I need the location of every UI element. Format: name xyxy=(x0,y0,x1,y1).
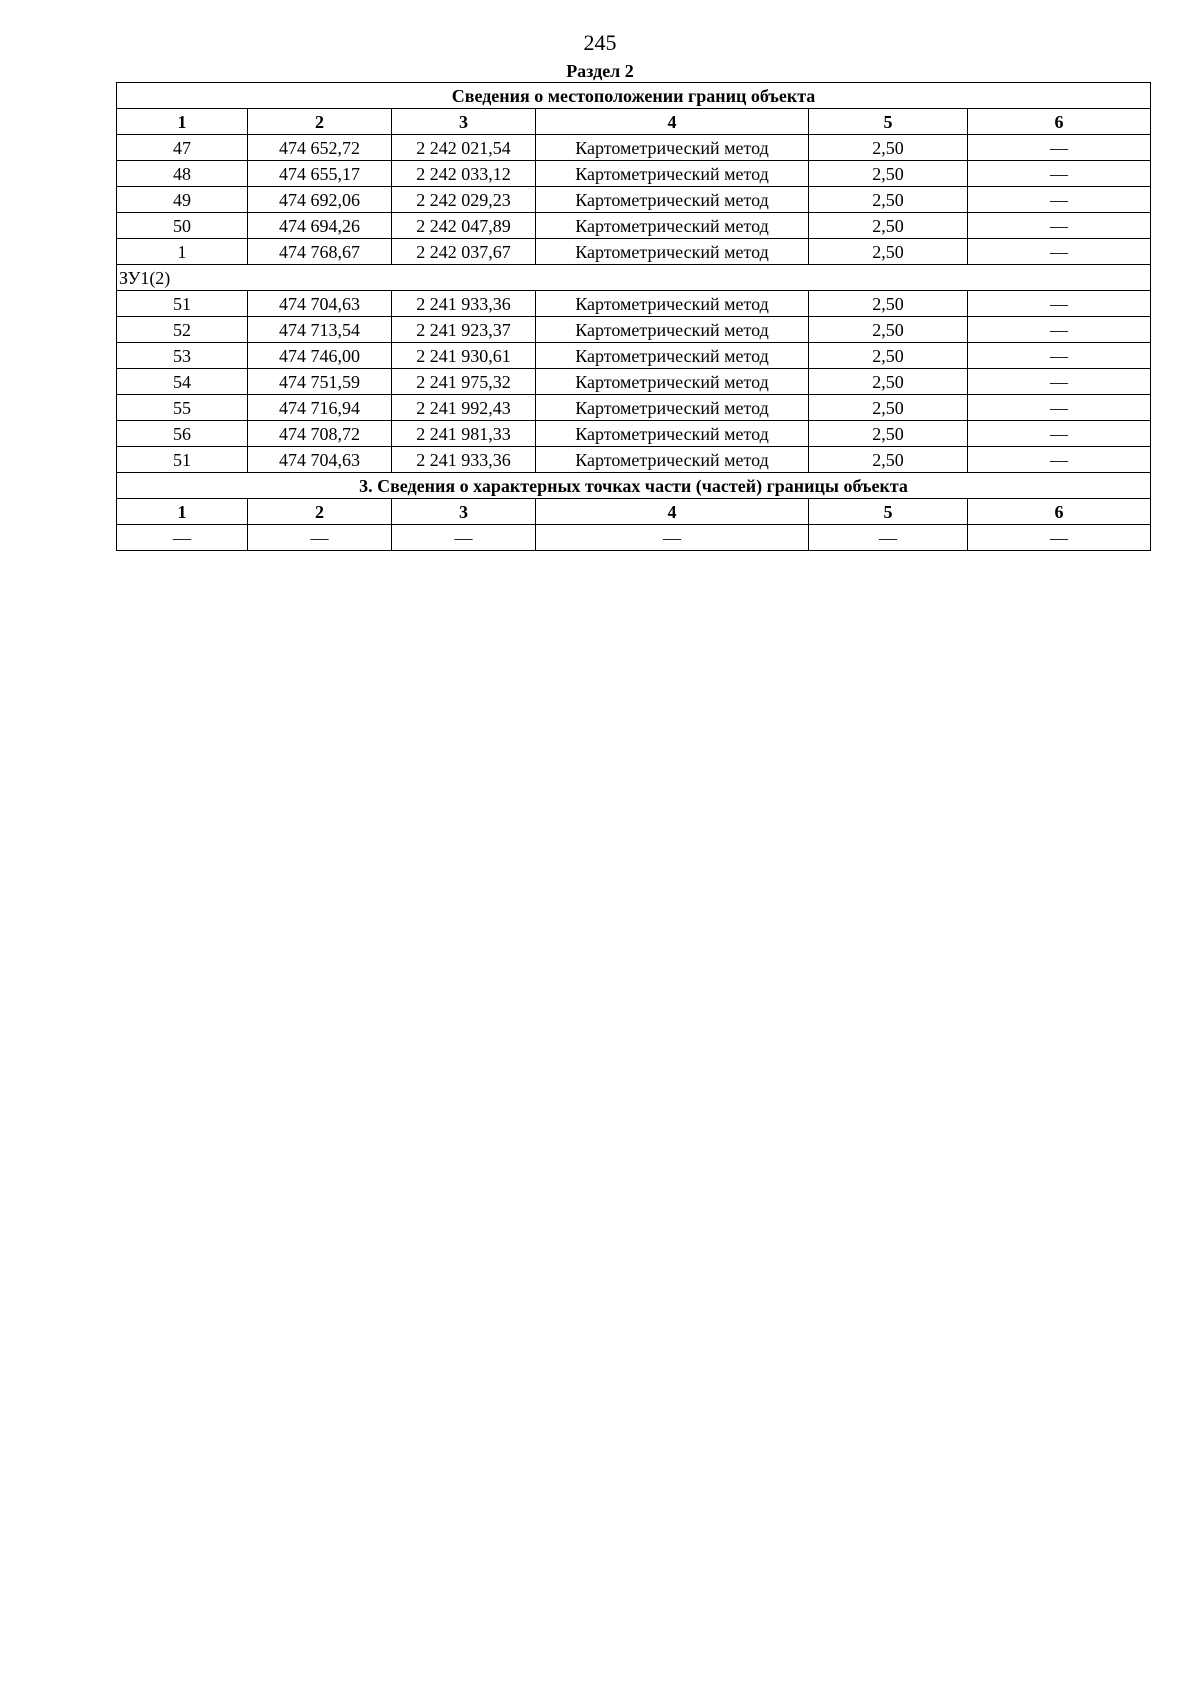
table-cell: 53 xyxy=(117,343,248,369)
table-cell: — xyxy=(968,447,1151,473)
table-cell: — xyxy=(968,187,1151,213)
table-row xyxy=(117,317,1151,343)
table-caption-locations: Сведения о местоположении границ объекта xyxy=(117,83,1151,109)
table-row xyxy=(117,239,1151,265)
table-cell: — xyxy=(392,525,536,551)
table-cell: 2,50 xyxy=(809,343,968,369)
column-header: 5 xyxy=(809,499,968,525)
table-cell: 474 652,72 xyxy=(248,135,392,161)
table-cell: 2 242 029,23 xyxy=(392,187,536,213)
table-cell: 2,50 xyxy=(809,213,968,239)
table-row xyxy=(117,343,1151,369)
table-cell: Картометрический метод xyxy=(536,343,809,369)
table-cell: Картометрический метод xyxy=(536,421,809,447)
table-cell: 2,50 xyxy=(809,187,968,213)
column-header: 2 xyxy=(248,109,392,135)
table-row xyxy=(117,187,1151,213)
table-cell: 2 241 975,32 xyxy=(392,369,536,395)
table-cell: 2,50 xyxy=(809,161,968,187)
table-cell: 2 242 021,54 xyxy=(392,135,536,161)
table-row xyxy=(117,213,1151,239)
table-row xyxy=(117,421,1151,447)
section-title: Раздел 2 xyxy=(566,61,634,81)
column-header: 1 xyxy=(117,499,248,525)
table-cell: — xyxy=(968,161,1151,187)
table-cell: 51 xyxy=(117,291,248,317)
table-cell: — xyxy=(968,421,1151,447)
table-cell: 2 241 923,37 xyxy=(392,317,536,343)
table-caption-parts: 3. Сведения о характерных точках части (частей) границы объекта xyxy=(117,473,1151,499)
table-caption-row xyxy=(117,83,1151,109)
table-cell: 2 242 037,67 xyxy=(392,239,536,265)
table-row xyxy=(117,369,1151,395)
table-cell: 474 704,63 xyxy=(248,447,392,473)
table-cell: 2 241 981,33 xyxy=(392,421,536,447)
table-cell: 474 713,54 xyxy=(248,317,392,343)
table-cell: 474 655,17 xyxy=(248,161,392,187)
table-cell: 2 241 992,43 xyxy=(392,395,536,421)
page-number: 245 xyxy=(583,30,617,55)
table-row xyxy=(117,447,1151,473)
table-row xyxy=(117,395,1151,421)
column-header-row-parts xyxy=(117,499,1151,525)
table-cell: — xyxy=(968,239,1151,265)
table-cell: 474 708,72 xyxy=(248,421,392,447)
table-cell: 50 xyxy=(117,213,248,239)
table-cell: — xyxy=(968,213,1151,239)
column-header: 3 xyxy=(392,109,536,135)
table-cell: — xyxy=(968,135,1151,161)
table-cell: — xyxy=(968,369,1151,395)
table-cell: Картометрический метод xyxy=(536,135,809,161)
table-cell: 2,50 xyxy=(809,421,968,447)
column-header: 2 xyxy=(248,499,392,525)
table-cell: Картометрический метод xyxy=(536,395,809,421)
table-cell: — xyxy=(536,525,809,551)
table-cell: 2 241 930,61 xyxy=(392,343,536,369)
table-cell: 47 xyxy=(117,135,248,161)
table-cell: 2,50 xyxy=(809,369,968,395)
column-header: 6 xyxy=(968,109,1151,135)
table-row xyxy=(117,291,1151,317)
column-header: 6 xyxy=(968,499,1151,525)
table-cell: 474 768,67 xyxy=(248,239,392,265)
coordinates-table xyxy=(116,82,1151,551)
table-cell: Картометрический метод xyxy=(536,447,809,473)
column-header: 4 xyxy=(536,499,809,525)
table-cell: 2,50 xyxy=(809,135,968,161)
table-cell: 2,50 xyxy=(809,291,968,317)
table-cell: — xyxy=(117,525,248,551)
table-cell: 2,50 xyxy=(809,395,968,421)
table-cell: 474 704,63 xyxy=(248,291,392,317)
table-cell: 2 241 933,36 xyxy=(392,447,536,473)
table-cell: 474 716,94 xyxy=(248,395,392,421)
table-cell: 1 xyxy=(117,239,248,265)
table-cell: Картометрический метод xyxy=(536,161,809,187)
table-cell: Картометрический метод xyxy=(536,239,809,265)
table-row xyxy=(117,525,1151,551)
table-cell: 2,50 xyxy=(809,239,968,265)
table-cell: 2 241 933,36 xyxy=(392,291,536,317)
table-cell: 48 xyxy=(117,161,248,187)
table-row xyxy=(117,161,1151,187)
table-caption-parts-row xyxy=(117,473,1151,499)
table-cell: 474 692,06 xyxy=(248,187,392,213)
table-cell: Картометрический метод xyxy=(536,187,809,213)
table-cell: 2,50 xyxy=(809,447,968,473)
group-label: ЗУ1(2) xyxy=(117,265,1151,291)
column-header: 3 xyxy=(392,499,536,525)
table-cell: 474 746,00 xyxy=(248,343,392,369)
table-cell: 55 xyxy=(117,395,248,421)
table-cell: — xyxy=(968,525,1151,551)
column-header: 4 xyxy=(536,109,809,135)
table-cell: — xyxy=(968,395,1151,421)
table-cell: — xyxy=(968,291,1151,317)
table-cell: 474 751,59 xyxy=(248,369,392,395)
table-cell: 2 242 033,12 xyxy=(392,161,536,187)
table-cell: — xyxy=(968,343,1151,369)
column-header: 1 xyxy=(117,109,248,135)
group-label-row xyxy=(117,265,1151,291)
coordinates-table-body xyxy=(117,83,1151,551)
table-cell: 2,50 xyxy=(809,317,968,343)
table-cell: 474 694,26 xyxy=(248,213,392,239)
table-cell: — xyxy=(968,317,1151,343)
table-cell: — xyxy=(809,525,968,551)
table-cell: 56 xyxy=(117,421,248,447)
table-cell: 51 xyxy=(117,447,248,473)
table-cell: Картометрический метод xyxy=(536,213,809,239)
table-cell: Картометрический метод xyxy=(536,369,809,395)
table-cell: 52 xyxy=(117,317,248,343)
table-cell: Картометрический метод xyxy=(536,317,809,343)
table-row xyxy=(117,135,1151,161)
table-cell: Картометрический метод xyxy=(536,291,809,317)
table-cell: 49 xyxy=(117,187,248,213)
table-cell: 54 xyxy=(117,369,248,395)
column-header-row xyxy=(117,109,1151,135)
table-cell: — xyxy=(248,525,392,551)
column-header: 5 xyxy=(809,109,968,135)
table-cell: 2 242 047,89 xyxy=(392,213,536,239)
